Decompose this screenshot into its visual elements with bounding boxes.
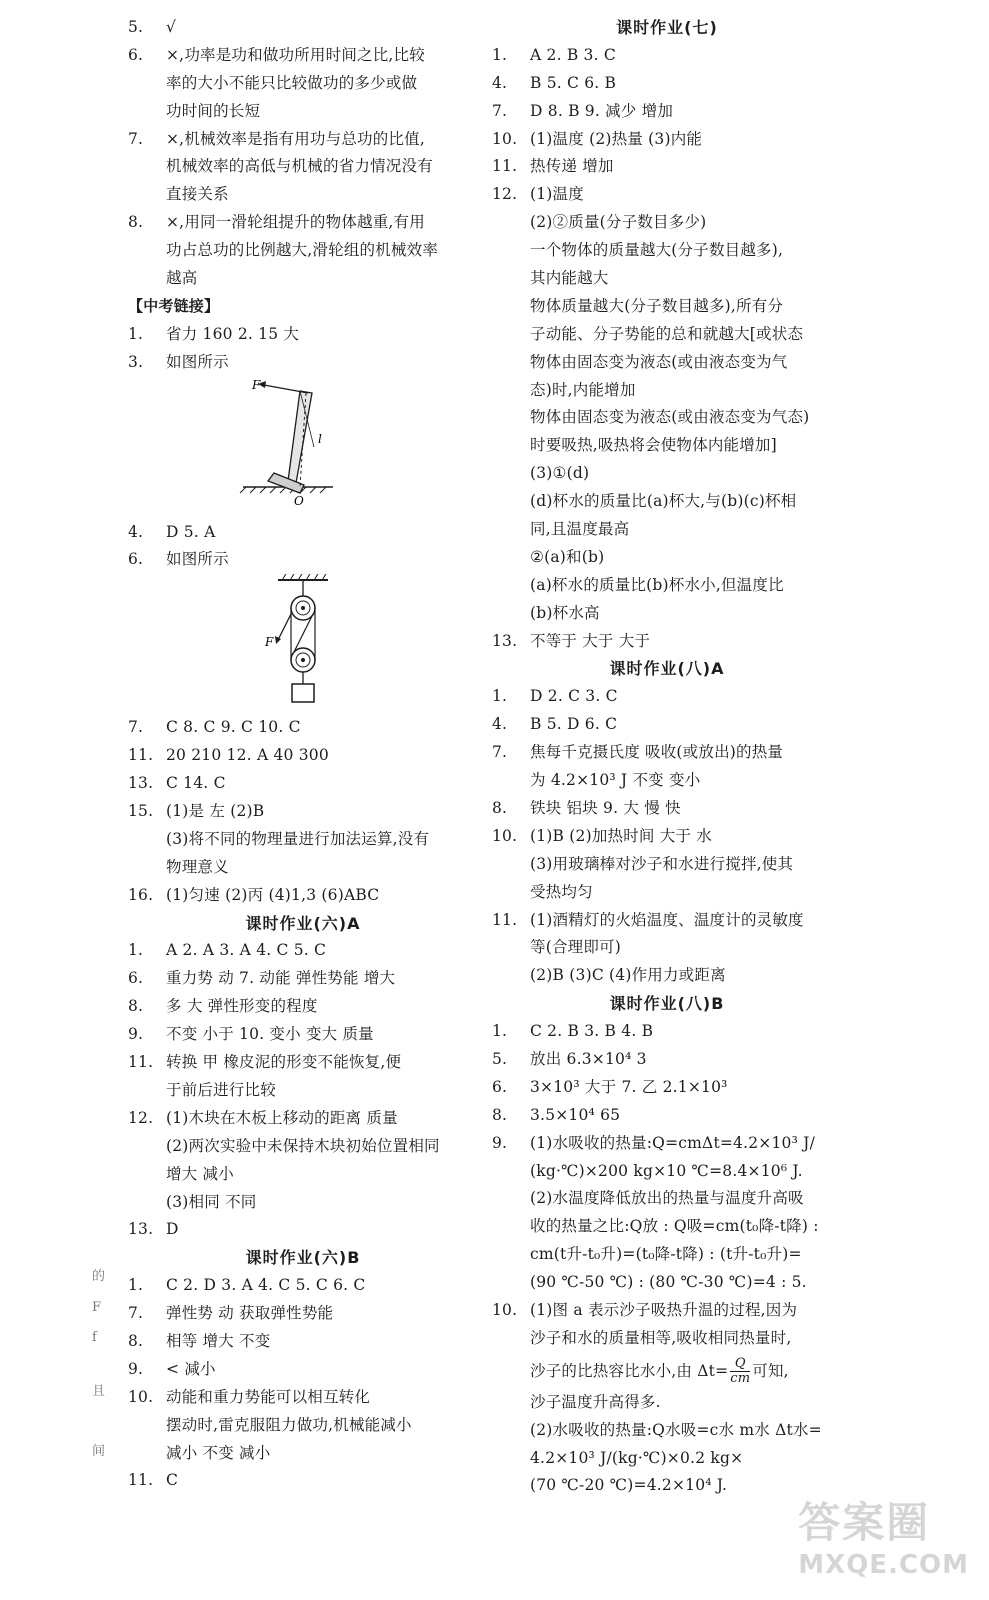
watermark-logo-text: 答案圈 <box>798 1498 931 1547</box>
answer-line <box>492 683 842 711</box>
label-F: F <box>265 635 274 650</box>
question-number: 8. <box>492 1105 508 1124</box>
answer-text: 焦每千克摄氏度 吸收(或放出)的热量 <box>530 743 784 762</box>
question-number: 13. <box>492 631 518 650</box>
answer-continuation: 增大 减小 <box>166 1164 234 1183</box>
answer-text: 热传递 增加 <box>530 157 614 176</box>
answer-text: √ <box>166 18 177 36</box>
answer-continuation: 为 4.2×10³ J 不变 变小 <box>530 771 701 790</box>
answer-line <box>492 1102 842 1130</box>
answer-line-fraction <box>492 1353 842 1389</box>
question-number: 11. <box>492 910 518 929</box>
answer-line <box>492 181 842 209</box>
answer-continuation: 越高 <box>166 269 198 288</box>
answer-line <box>492 42 842 70</box>
answer-continuation: ②(a)和(b) <box>530 547 605 566</box>
question-number: 1. <box>128 1276 144 1295</box>
question-number: 5. <box>492 1049 508 1068</box>
answer-continuation: (2)B (3)C (4)作用力或距离 <box>530 966 726 985</box>
question-number: 10. <box>128 1387 154 1406</box>
answer-text: C 14. C <box>166 774 226 793</box>
answer-continuation: 等(合理即可) <box>530 938 621 957</box>
answer-text: 重力势 动 7. 动能 弹性势能 增大 <box>166 969 396 988</box>
answer-continuation: (2)②质量(分子数目多少) <box>530 213 707 232</box>
answer-continuation: 沙子和水的质量相等,吸收相同热量时, <box>530 1328 792 1347</box>
answer-line <box>128 321 478 349</box>
answer-line <box>492 628 842 656</box>
section-heading: 课时作业(六)A <box>245 913 361 933</box>
question-number: 1. <box>128 941 144 960</box>
section-heading: 课时作业(六)B <box>245 1248 361 1268</box>
question-number: 11. <box>128 1471 154 1490</box>
question-number: 6. <box>128 550 144 569</box>
question-number: 8. <box>492 798 508 817</box>
answer-line <box>128 14 478 42</box>
answer-text: 弹性势 动 获取弹性势能 <box>166 1304 334 1323</box>
answer-line <box>128 1467 478 1495</box>
question-number: 6. <box>492 1077 508 1096</box>
question-number: 13. <box>128 1220 154 1239</box>
answer-line <box>128 1356 478 1384</box>
question-number: 4. <box>128 522 144 541</box>
answer-line <box>128 798 478 826</box>
question-number: 10. <box>492 826 518 845</box>
answer-continuation: 功占总功的比例越大,滑轮组的机械效率 <box>166 241 439 260</box>
question-number: 11. <box>128 1053 154 1072</box>
answer-line <box>128 770 478 798</box>
margin-mark: F <box>92 1300 102 1315</box>
answer-line <box>128 349 478 377</box>
answer-continuation: (3)将不同的物理量进行加法运算,没有 <box>166 829 430 848</box>
answer-continuation: 直接关系 <box>166 185 229 204</box>
question-number: 8. <box>128 1331 144 1350</box>
answer-text: 动能和重力势能可以相互转化 <box>166 1387 371 1406</box>
section-heading: 课时作业(七) <box>616 18 718 37</box>
watermark-url: MXQE.COM <box>798 1550 969 1580</box>
answer-line <box>128 965 478 993</box>
lever-figure-wrap <box>128 377 478 519</box>
answer-continuation: (3)用玻璃棒对沙子和水进行搅拌,使其 <box>530 854 794 873</box>
answer-line <box>128 937 478 965</box>
question-number: 8. <box>128 997 144 1016</box>
answer-continuation: 其内能越大 <box>530 269 609 288</box>
answer-text: 3.5×10⁴ 65 <box>530 1105 621 1124</box>
left-column <box>128 14 478 1495</box>
question-number: 3. <box>128 352 144 371</box>
answer-continuation: (70 ℃-20 ℃)=4.2×10⁴ J. <box>530 1476 728 1495</box>
answer-text: ×,机械效率是指有用功与总功的比值, <box>166 129 425 148</box>
margin-mark: 间 <box>92 1444 106 1459</box>
lever-figure <box>128 377 478 515</box>
answer-text: 多 大 弹性形变的程度 <box>166 997 318 1016</box>
question-number: 8. <box>128 213 144 232</box>
question-number: 6. <box>128 45 144 64</box>
answer-line <box>128 1049 478 1077</box>
answer-line <box>128 714 478 742</box>
answer-text: 省力 160 2. 15 大 <box>166 324 300 343</box>
pulley-figure <box>128 574 478 710</box>
answer-continuation: 一个物体的质量越大(分子数目越多), <box>530 241 784 260</box>
question-number: 11. <box>128 746 154 765</box>
subsection-heading: 【中考链接】 <box>128 296 220 315</box>
answer-continuation: (3)①(d) <box>530 464 590 483</box>
right-column <box>492 14 842 1500</box>
answer-continuation: 子动能、分子势能的总和就越大[或状态 <box>530 324 804 343</box>
answer-text: C 2. B 3. B 4. B <box>530 1022 654 1041</box>
answer-text: C <box>166 1471 179 1490</box>
answer-line <box>128 42 478 70</box>
text-after-fraction: 可知, <box>752 1361 789 1380</box>
answer-continuation: (d)杯水的质量比(a)杯大,与(b)(c)杯相 <box>530 492 797 511</box>
answer-text: A 2. B 3. C <box>530 45 616 64</box>
answer-line <box>492 795 842 823</box>
section-heading: 课时作业(八)A <box>609 659 725 679</box>
answer-continuation: 机械效率的高低与机械的省力情况没有 <box>166 157 433 176</box>
answer-text: C 8. C 9. C 10. C <box>166 718 301 737</box>
label-l: l <box>318 431 322 446</box>
fraction-denominator: cm <box>730 1371 751 1387</box>
answer-text: 铁块 铝块 9. 大 慢 快 <box>530 798 681 817</box>
answer-text: (1)水吸收的热量:Q=cmΔt=4.2×10³ J/ <box>530 1133 815 1152</box>
answer-continuation: 物体由固态变为液态(或由液态变为气态) <box>530 408 810 427</box>
margin-mark: 的 <box>92 1269 106 1284</box>
answer-text: < 减小 <box>166 1359 216 1378</box>
answer-text: 放出 6.3×10⁴ 3 <box>530 1049 647 1068</box>
answer-continuation: 摆动时,雷克服阻力做功,机械能减小 <box>166 1415 412 1434</box>
answer-text: A 2. A 3. A 4. C 5. C <box>166 941 327 960</box>
answer-continuation: (90 ℃-50 ℃) : (80 ℃-30 ℃)=4 : 5. <box>530 1273 807 1292</box>
question-number: 6. <box>128 969 144 988</box>
answer-text: 相等 增大 不变 <box>166 1331 271 1350</box>
answer-continuation: 功时间的长短 <box>166 101 261 120</box>
question-number: 7. <box>128 1304 144 1323</box>
question-number: 4. <box>492 715 508 734</box>
answer-text: (1)是 左 (2)B <box>166 802 265 821</box>
answer-line <box>128 742 478 770</box>
answer-continuation: (kg·℃)×200 kg×10 ℃=8.4×10⁶ J. <box>530 1161 803 1180</box>
answer-line <box>492 1046 842 1074</box>
answer-text: 转换 甲 橡皮泥的形变不能恢复,便 <box>166 1053 402 1072</box>
answer-continuation: 物理意义 <box>166 857 229 876</box>
answer-continuation: 态)时,内能增加 <box>530 380 636 399</box>
answer-continuation: (2)水温度降低放出的热量与温度升高吸 <box>530 1189 804 1208</box>
answer-continuation: 沙子温度升高得多. <box>530 1392 661 1411</box>
answer-line <box>492 153 842 181</box>
answer-text: (1)温度 (2)热量 (3)内能 <box>530 129 703 148</box>
answer-continuation: (3)相同 不同 <box>166 1192 257 1211</box>
answer-text: D 8. B 9. 减少 增加 <box>530 101 674 120</box>
watermark <box>798 1490 969 1580</box>
section-heading: 课时作业(八)B <box>609 994 725 1014</box>
answer-text: ×,用同一滑轮组提升的物体越重,有用 <box>166 213 425 232</box>
answer-continuation: 同,且温度最高 <box>530 520 630 539</box>
answer-continuation: 物体质量越大(分子数目越多),所有分 <box>530 296 784 315</box>
question-number: 12. <box>492 185 518 204</box>
text-before-fraction: 沙子的比热容比水小,由 Δt= <box>530 1361 729 1380</box>
answer-text: D 5. A <box>166 522 216 541</box>
answer-text: 不变 小于 10. 变小 变大 质量 <box>166 1025 374 1044</box>
answer-text: ×,功率是功和做功所用时间之比,比较 <box>166 45 425 64</box>
question-number: 9. <box>492 1133 508 1152</box>
answer-line <box>128 1216 478 1244</box>
answer-line <box>492 739 842 767</box>
answer-text: C 2. D 3. A 4. C 5. C 6. C <box>166 1276 366 1295</box>
question-number: 1. <box>492 45 508 64</box>
answer-text: (1)B (2)加热时间 大于 水 <box>530 826 712 845</box>
answer-continuation: 受热均匀 <box>530 882 593 901</box>
question-number: 10. <box>492 129 518 148</box>
answer-line <box>128 1300 478 1328</box>
answer-continuation: 收的热量之比:Q放 : Q吸=cm(t₀降-t降) : <box>530 1217 819 1236</box>
answer-continuation: (b)杯水高 <box>530 603 600 622</box>
answer-line <box>128 1384 478 1412</box>
question-number: 7. <box>128 129 144 148</box>
answer-line <box>128 519 478 547</box>
answer-line <box>492 907 842 935</box>
answer-line <box>128 1105 478 1133</box>
answer-line <box>492 126 842 154</box>
answer-text: D <box>166 1220 179 1239</box>
answer-line <box>128 1272 478 1300</box>
question-number: 7. <box>492 101 508 120</box>
answer-continuation: (a)杯水的质量比(b)杯水小,但温度比 <box>530 575 784 594</box>
question-number: 9. <box>128 1025 144 1044</box>
fraction-numerator: Q <box>734 1356 746 1372</box>
question-number: 1. <box>492 1022 508 1041</box>
answer-line <box>492 1297 842 1325</box>
answer-continuation: cm(t升-t₀升)=(t₀降-t降) : (t升-t₀升)= <box>530 1245 802 1264</box>
answer-text: (1)匀速 (2)丙 (4)1,3 (6)ABC <box>166 885 380 904</box>
answer-text: D 2. C 3. C <box>530 687 618 706</box>
question-number: 13. <box>128 774 154 793</box>
answer-line <box>492 1018 842 1046</box>
question-number: 12. <box>128 1108 154 1127</box>
question-number: 9. <box>128 1359 144 1378</box>
answer-text: 如图所示 <box>166 550 229 569</box>
question-number: 1. <box>128 324 144 343</box>
fraction <box>730 1357 750 1386</box>
margin-mark: f <box>92 1330 97 1345</box>
answer-continuation: (2)水吸收的热量:Q水吸=c水 m水 Δt水= <box>530 1420 822 1439</box>
answer-text: B 5. C 6. B <box>530 73 617 92</box>
answer-continuation: 时要吸热,吸热将会使物体内能增加] <box>530 436 777 455</box>
label-F: F <box>252 377 261 392</box>
label-O: O <box>294 493 304 508</box>
question-number: 16. <box>128 885 154 904</box>
question-number: 11. <box>492 157 518 176</box>
answer-continuation: 4.2×10³ J/(kg·℃)×0.2 kg× <box>530 1448 744 1467</box>
answer-line <box>492 1130 842 1158</box>
answer-line <box>492 70 842 98</box>
answer-text: (1)木块在木板上移动的距离 质量 <box>166 1108 398 1127</box>
answer-continuation: 于前后进行比较 <box>166 1080 276 1099</box>
answer-line <box>492 98 842 126</box>
answer-continuation: 率的大小不能只比较做功的多少或做 <box>166 73 418 92</box>
answer-line <box>128 993 478 1021</box>
answer-line <box>128 209 478 237</box>
pulley-figure-wrap <box>128 574 478 714</box>
answer-line <box>128 546 478 574</box>
answer-continuation: 物体由固态变为液态(或由液态变为气 <box>530 352 788 371</box>
answer-continuation: 减小 不变 减小 <box>166 1443 271 1462</box>
question-number: 5. <box>128 18 144 36</box>
answer-line <box>128 882 478 910</box>
answer-line <box>128 1021 478 1049</box>
question-number: 10. <box>492 1300 518 1319</box>
answer-text: (1)酒精灯的火焰温度、温度计的灵敏度 <box>530 910 804 929</box>
answer-text: 20 210 12. A 40 300 <box>166 746 329 765</box>
answer-text: (1)温度 <box>530 185 584 204</box>
answer-line <box>128 126 478 154</box>
answer-line <box>128 1328 478 1356</box>
answer-line <box>492 1074 842 1102</box>
answer-text: (1)图 a 表示沙子吸热升温的过程,因为 <box>530 1300 798 1319</box>
answer-text: 如图所示 <box>166 352 229 371</box>
answer-text: 不等于 大于 大于 <box>530 631 651 650</box>
answer-text: B 5. D 6. C <box>530 715 618 734</box>
question-number: 7. <box>492 743 508 762</box>
answer-text: 3×10³ 大于 7. 乙 2.1×10³ <box>530 1077 728 1096</box>
question-number: 7. <box>128 718 144 737</box>
answer-continuation: (2)两次实验中未保持木块初始位置相同 <box>166 1136 440 1155</box>
question-number: 1. <box>492 687 508 706</box>
answer-line <box>492 711 842 739</box>
question-number: 4. <box>492 73 508 92</box>
question-number: 15. <box>128 802 154 821</box>
margin-mark: 且 <box>92 1384 106 1399</box>
answer-line <box>492 823 842 851</box>
